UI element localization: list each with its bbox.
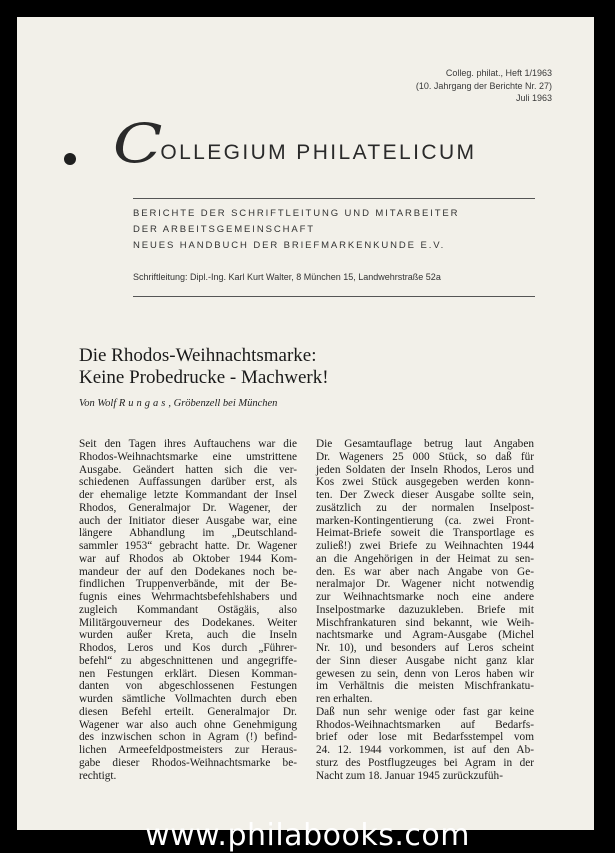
header-rule-top (133, 198, 535, 199)
article-column-left (79, 438, 297, 782)
text-line: findlichen Truppenverbände, mit der Be- (79, 578, 297, 591)
text-line: neralmajor Dr. Wagener nicht notwendig (316, 578, 534, 591)
text-line: der ehemalige letzte Kommandant der Insel (79, 489, 297, 501)
text-line: zusätzlich zu der normalen Inselpost- (316, 501, 534, 514)
issue-line-2: (10. Jahrgang der Berichte Nr. 27) (415, 80, 552, 91)
masthead-title (112, 112, 477, 175)
subtitle-line-1: BERICHTE DER SCHRIFTLEITUNG UND MITARBEITER (133, 208, 460, 219)
text-line: zur Weihnachtsmarke noch eine andere (316, 591, 534, 603)
text-line: lichen Armeefeldpostmeisters zur Heraus- (79, 744, 297, 756)
text-line: marken-Kontingentierung (ca. zwei Front- (316, 514, 534, 527)
text-line: Rhodos, Leros und Kos durch „Führer- (79, 642, 297, 654)
text-line: nen Festungen erklärt. Diesen Komman- (79, 667, 297, 680)
text-line: Dr. Wageners 25 000 Stück, so daß für (316, 450, 534, 463)
text-line: längere Abhandlung im „Deutschland- (79, 527, 297, 540)
text-line: Nr. 10), und besonders auf Leros scheint (316, 642, 534, 654)
article-title-line-2: Keine Probedrucke - Machwerk! (79, 367, 329, 388)
issue-line-1: Colleg. philat., Heft 1/1963 (445, 68, 552, 78)
issue-info (416, 67, 552, 105)
text-line: zugleich Kommandant Ostägäis, also (79, 603, 297, 616)
text-line: Daß nun sehr wenige oder fast gar keine (316, 705, 534, 718)
text-line: gabe dieser Rhodos-Weihnachtsmarke be- (79, 756, 297, 769)
byline-prefix: Von Wolf (79, 398, 117, 409)
subtitle-line-3: NEUES HANDBUCH DER BRIEFMARKENKUNDE E.V. (133, 240, 446, 251)
text-line: wurden außer Kreta, auch die Inseln (79, 629, 297, 642)
masthead-title-rest: OLLEGIUM PHILATELICUM (160, 141, 477, 164)
issue-line-3: Juli 1963 (515, 93, 552, 103)
text-line: zuließ!) zwei Briefe zu Weihnachten 1944 (316, 540, 534, 552)
byline-name: Rungas (118, 398, 169, 409)
text-line: fugnis eines Wehrmachtsbefehlshabers und (79, 591, 297, 603)
article-column-right (316, 438, 534, 782)
text-line: Nacht zum 18. Januar 1945 zurückzufüh- (316, 769, 503, 782)
text-line: rechtigt. (79, 769, 117, 782)
text-line: Heimat-Briefe soweit die Transportlage es (316, 527, 534, 540)
text-line: nachtsmarke und Agram-Ausgabe (Michel (316, 629, 534, 642)
text-line: an die Angehörigen in der Heimat zu sen- (316, 552, 534, 565)
text-line: des inzwischen schon in Agram (!) befind- (79, 731, 297, 744)
text-line: Inselpostmarke dazuzukleben. Briefe mit (316, 603, 534, 616)
subtitle-line-2: DER ARBEITSGEMEINSCHAFT (133, 224, 315, 235)
text-line: Rhodos-Weihnachtsmarke eine umstrittene (79, 450, 297, 463)
text-line: der Sinn dieser Ausgabe nicht ganz klar (316, 654, 534, 667)
masthead-initial: C (112, 112, 163, 175)
text-line: den. Es war aber nach Angabe von Ge- (316, 565, 534, 578)
byline-place: , Gröbenzell bei München (168, 398, 278, 409)
document-page (17, 17, 594, 830)
text-line: war auf Rhodos ab Oktober 1944 Kom- (79, 552, 297, 565)
text-line: danten von abgeschlossenen Festungen (79, 680, 297, 693)
text-line: gewesen zu sein, denn von Leros haben wir (316, 667, 534, 680)
text-line: schiedenen Auffassungen darüber erst, als (79, 476, 297, 489)
text-line: Kos zwei Stück ausgegeben werden konn- (316, 476, 534, 489)
text-line: mandeur der auf den Dodekanes noch be- (79, 565, 297, 578)
text-line: Militärgouverneur des Dodekanes. Weiter (79, 616, 297, 629)
text-line: Rhodos-Weihnachtsmarken auf Bedarfs- (316, 718, 534, 731)
text-line: im Verhältnis die meisten Mischfrankatu- (316, 680, 534, 693)
header-rule-bottom (133, 296, 535, 297)
article-title (79, 345, 329, 389)
text-line: Mischfrankaturen sind bekannt, wie Weih- (316, 616, 534, 629)
text-line: sturz des Postflugzeuges bei Agram in der (316, 756, 534, 769)
text-line: wurden sämtliche Vollmachten durch eben (79, 693, 297, 705)
text-line: sammler 1953“ gebracht hatte. Dr. Wagener (79, 540, 297, 552)
watermark: www.philabooks.com (145, 818, 470, 853)
text-line: jeden Soldaten der Inseln Rhodos, Leros und (316, 463, 534, 476)
text-line: Die Gesamtauflage betrug laut Angaben (316, 438, 534, 450)
text-line: diesen Befehl erteilt. Generalmajor Dr. (79, 705, 297, 718)
editor-line: Schriftleitung: Dipl.-Ing. Karl Kurt Walter, 8 München 15, Landwehrstraße 52a (133, 272, 441, 282)
text-line: Wagener war also auch ohne Genehmigung (79, 718, 297, 731)
text-line: Seit den Tagen ihres Auftauchens war die (79, 438, 297, 450)
text-line: auch der Initiator dieser Ausgabe war, eine (79, 514, 297, 527)
bullet-dot (64, 153, 76, 165)
masthead-subtitle (133, 206, 459, 254)
text-line: brief oder lose mit Bedarfsstempel vom (316, 731, 534, 744)
article-title-line-1: Die Rhodos-Weihnachtsmarke: (79, 345, 317, 366)
article-byline (79, 398, 277, 409)
text-line: ten. Der Zweck dieser Ausgabe sollte sein, (316, 489, 534, 501)
text-line: ren erhalten. (316, 693, 373, 705)
text-line: Rhodos, Generalmajor Dr. Wagener, der (79, 501, 297, 514)
text-line: 24. 12. 1944 vorkommen, ist auf den Ab- (316, 744, 534, 756)
text-line: befehl“ zu abgeschnittenen und angegriffe- (79, 654, 297, 667)
text-line: Ausgabe. Geändert hatten sich die ver- (79, 463, 297, 476)
